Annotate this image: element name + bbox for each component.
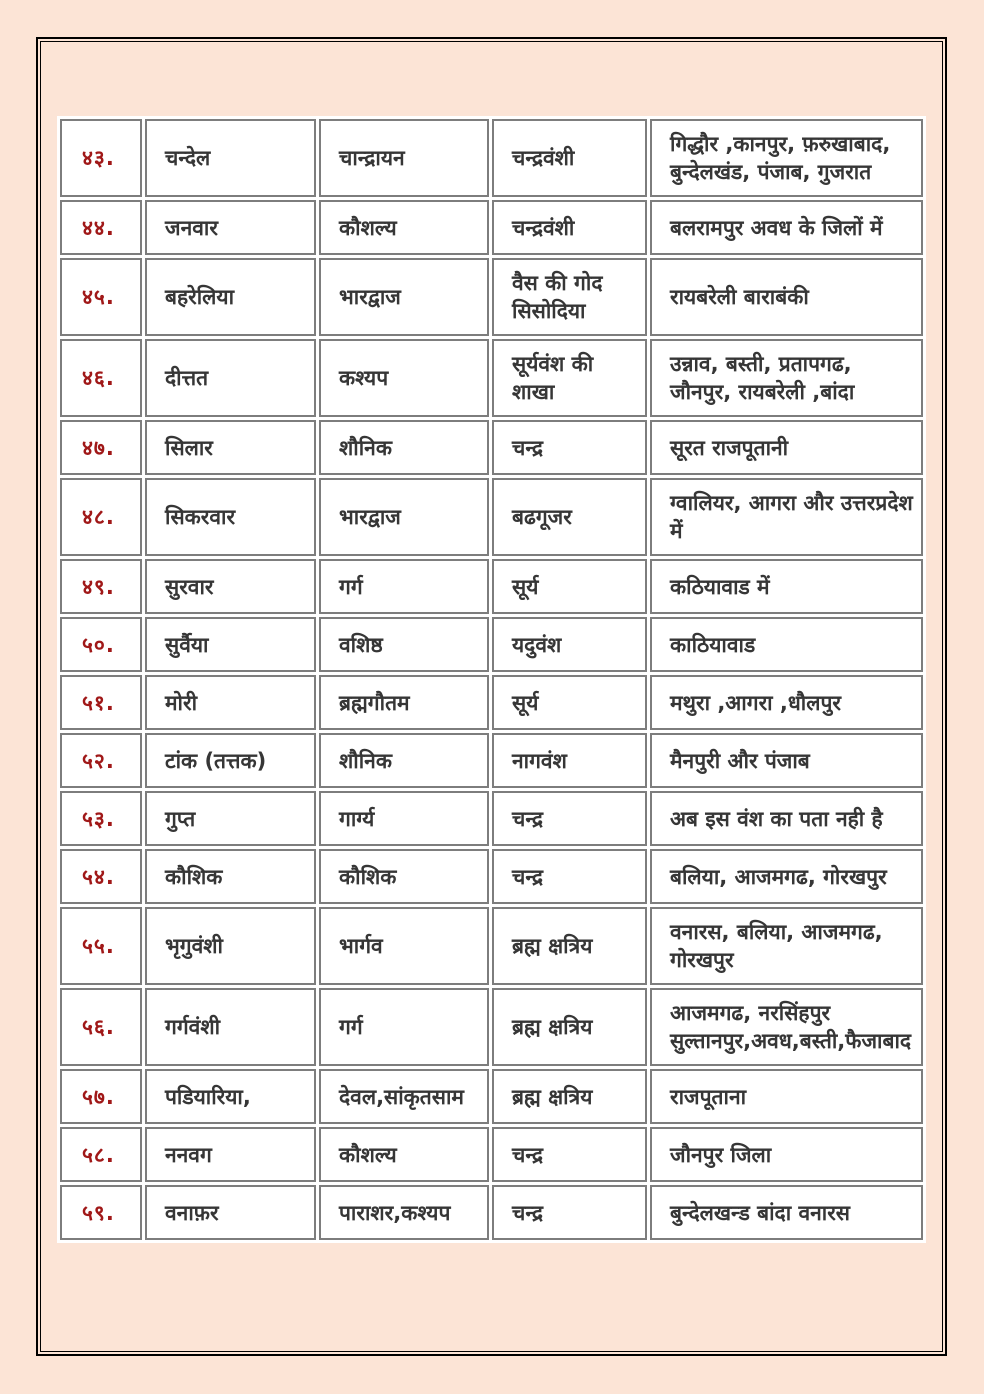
table-row	[60, 1185, 923, 1240]
serial-cell: ५१.	[60, 675, 142, 730]
gotra-cell: भारद्वाज	[319, 478, 489, 556]
gotra-cell: चान्द्रायन	[319, 119, 489, 197]
vansh-cell: बढगूजर	[492, 478, 647, 556]
serial-cell: ५८.	[60, 1127, 142, 1182]
region-cell: आजमगढ, नरसिंहपुर सुल्तानपुर,अवध,बस्ती,फैजाबाद	[650, 988, 923, 1066]
region-cell: बलरामपुर अवध के जिलों में	[650, 200, 923, 255]
serial-cell: ५५.	[60, 907, 142, 985]
gotra-cell: शौनिक	[319, 733, 489, 788]
clan-cell: कौशिक	[145, 849, 316, 904]
region-cell: रायबरेली बाराबंकी	[650, 258, 923, 336]
region-cell: अब इस वंश का पता नही है	[650, 791, 923, 846]
serial-cell: ५२.	[60, 733, 142, 788]
table-row	[60, 791, 923, 846]
vansh-cell: ब्रह्म क्षत्रिय	[492, 1069, 647, 1124]
region-cell: मैनपुरी और पंजाब	[650, 733, 923, 788]
gotra-cell: कौशल्य	[319, 1127, 489, 1182]
region-cell: उन्नाव, बस्ती, प्रतापगढ, जौनपुर, रायबरेली ,बांदा	[650, 339, 923, 417]
serial-cell: ५९.	[60, 1185, 142, 1240]
vansh-cell: चन्द्र	[492, 420, 647, 475]
clan-cell: सिलार	[145, 420, 316, 475]
table-row	[60, 339, 923, 417]
vansh-cell: चन्द्र	[492, 1127, 647, 1182]
vansh-cell: सूर्य	[492, 559, 647, 614]
clan-cell: पडियारिया,	[145, 1069, 316, 1124]
region-cell: वनारस, बलिया, आजमगढ, गोरखपुर	[650, 907, 923, 985]
gotra-cell: ब्रह्मगौतम	[319, 675, 489, 730]
clan-cell: वनाफ़र	[145, 1185, 316, 1240]
table-row	[60, 675, 923, 730]
serial-cell: ४७.	[60, 420, 142, 475]
clan-cell: गर्गवंशी	[145, 988, 316, 1066]
serial-cell: ५०.	[60, 617, 142, 672]
page-frame	[40, 41, 943, 1352]
serial-cell: ४३.	[60, 119, 142, 197]
gotra-cell: देवल,सांकृतसाम	[319, 1069, 489, 1124]
vansh-cell: ब्रह्म क्षत्रिय	[492, 988, 647, 1066]
gotra-cell: कौशिक	[319, 849, 489, 904]
serial-cell: ५३.	[60, 791, 142, 846]
clan-table	[57, 116, 926, 1243]
vansh-cell: चन्द्र	[492, 791, 647, 846]
vansh-cell: वैस की गोद सिसोदिया	[492, 258, 647, 336]
gotra-cell: गर्ग	[319, 559, 489, 614]
serial-cell: ४६.	[60, 339, 142, 417]
table-row	[60, 907, 923, 985]
table-row	[60, 200, 923, 255]
clan-cell: गुप्त	[145, 791, 316, 846]
clan-cell: भृगुवंशी	[145, 907, 316, 985]
vansh-cell: नागवंश	[492, 733, 647, 788]
gotra-cell: भार्गव	[319, 907, 489, 985]
clan-cell: जनवार	[145, 200, 316, 255]
clan-table-body	[60, 119, 923, 1240]
gotra-cell: गर्ग	[319, 988, 489, 1066]
region-cell: गिद्धौर ,कानपुर, फ़रुखाबाद, बुन्देलखंड, पंजाब, गुजरात	[650, 119, 923, 197]
vansh-cell: सूर्यवंश की शाखा	[492, 339, 647, 417]
vansh-cell: चन्द्र	[492, 849, 647, 904]
clan-cell: दीत्तत	[145, 339, 316, 417]
gotra-cell: वशिष्ठ	[319, 617, 489, 672]
serial-cell: ४४.	[60, 200, 142, 255]
vansh-cell: चन्द्र	[492, 1185, 647, 1240]
vansh-cell: ब्रह्म क्षत्रिय	[492, 907, 647, 985]
table-row	[60, 119, 923, 197]
region-cell: सूरत राजपूतानी	[650, 420, 923, 475]
table-row	[60, 849, 923, 904]
region-cell: राजपूताना	[650, 1069, 923, 1124]
region-cell: जौनपुर जिला	[650, 1127, 923, 1182]
clan-cell: सिकरवार	[145, 478, 316, 556]
table-row	[60, 733, 923, 788]
gotra-cell: कौशल्य	[319, 200, 489, 255]
serial-cell: ५६.	[60, 988, 142, 1066]
clan-cell: मोरी	[145, 675, 316, 730]
region-cell: बुन्देलखन्ड बांदा वनारस	[650, 1185, 923, 1240]
region-cell: काठियावाड	[650, 617, 923, 672]
gotra-cell: गार्ग्य	[319, 791, 489, 846]
serial-cell: ४८.	[60, 478, 142, 556]
region-cell: कठियावाड में	[650, 559, 923, 614]
gotra-cell: भारद्वाज	[319, 258, 489, 336]
table-row	[60, 420, 923, 475]
gotra-cell: कश्यप	[319, 339, 489, 417]
serial-cell: ५४.	[60, 849, 142, 904]
table-row	[60, 258, 923, 336]
serial-cell: ५७.	[60, 1069, 142, 1124]
vansh-cell: चन्द्रवंशी	[492, 119, 647, 197]
clan-cell: टांक (तत्तक)	[145, 733, 316, 788]
clan-cell: सुर्वैया	[145, 617, 316, 672]
serial-cell: ४९.	[60, 559, 142, 614]
vansh-cell: चन्द्रवंशी	[492, 200, 647, 255]
table-row	[60, 1127, 923, 1182]
table-row	[60, 478, 923, 556]
gotra-cell: शौनिक	[319, 420, 489, 475]
vansh-cell: सूर्य	[492, 675, 647, 730]
vansh-cell: यदुवंश	[492, 617, 647, 672]
clan-cell: ननवग	[145, 1127, 316, 1182]
table-row	[60, 559, 923, 614]
table-row	[60, 1069, 923, 1124]
table-row	[60, 617, 923, 672]
region-cell: बलिया, आजमगढ, गोरखपुर	[650, 849, 923, 904]
table-row	[60, 988, 923, 1066]
region-cell: ग्वालियर, आगरा और उत्तरप्रदेश में	[650, 478, 923, 556]
clan-cell: बहरेलिया	[145, 258, 316, 336]
clan-cell: सुरवार	[145, 559, 316, 614]
gotra-cell: पाराशर,कश्यप	[319, 1185, 489, 1240]
region-cell: मथुरा ,आगरा ,धौलपुर	[650, 675, 923, 730]
serial-cell: ४५.	[60, 258, 142, 336]
clan-cell: चन्देल	[145, 119, 316, 197]
